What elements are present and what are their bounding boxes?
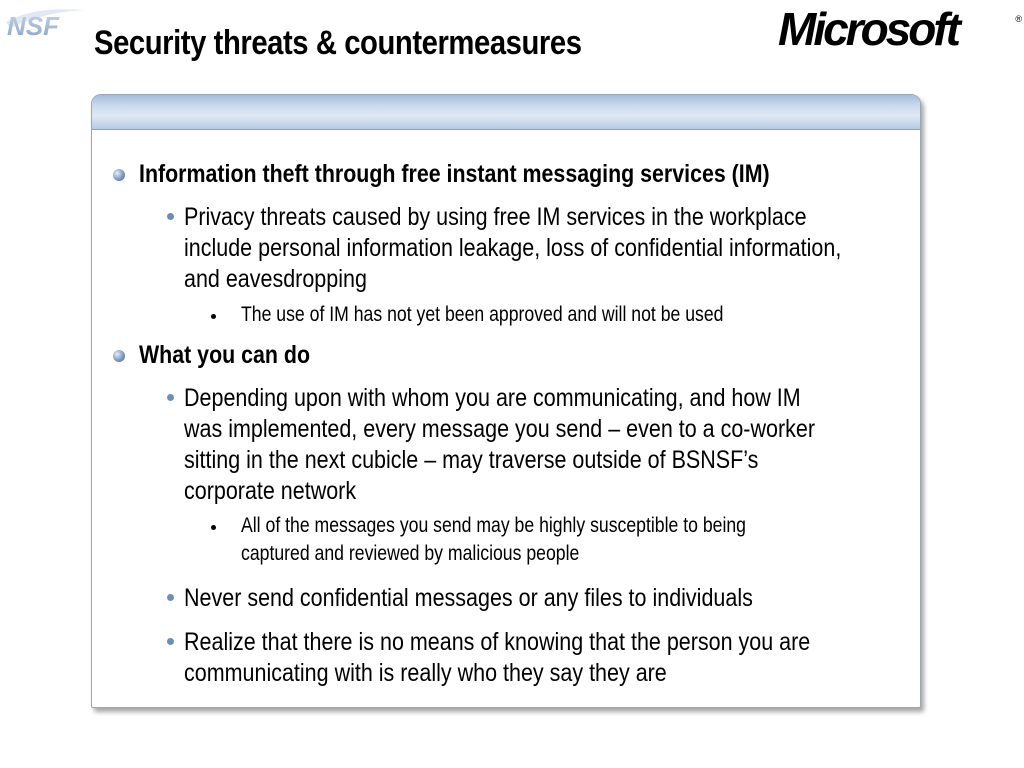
nsf-logo <box>4 4 86 38</box>
text-line: Privacy threats caused by using free IM services in the workplace <box>184 203 807 231</box>
content-panel <box>91 94 921 708</box>
outline-subitem: Never send confidential messages or any files to individuals <box>184 584 753 612</box>
text-line: include personal information leakage, loss of confidential information, <box>184 234 842 262</box>
bullet-level1-icon <box>113 169 125 181</box>
outline-item-heading: What you can do <box>139 341 310 369</box>
registered-mark: ® <box>1015 14 1022 24</box>
bullet-level1-icon <box>113 350 125 362</box>
text-line: was implemented, every message you send – even to a co-worker <box>184 415 815 443</box>
text-line: corporate network <box>184 477 357 505</box>
text-line: communicating with is really who they say they are <box>184 659 667 687</box>
text-line: All of the messages you send may be highly susceptible to being <box>241 514 746 537</box>
outline-subitem <box>184 202 841 295</box>
bullet-level3-icon <box>211 314 216 319</box>
outline-item-heading: Information theft through free instant messaging services (IM) <box>139 160 770 188</box>
outline-detail: The use of IM has not yet been approved and will not be used <box>241 303 724 326</box>
outline-subitem <box>184 627 810 689</box>
bullet-level2-icon <box>167 638 174 645</box>
text-line: sitting in the next cubicle – may traverse outside of BSNSF’s <box>184 446 759 474</box>
text-line: captured and reviewed by malicious people <box>241 542 580 565</box>
text-line: Depending upon with whom you are communicating, and how IM <box>184 384 801 412</box>
text-line: Realize that there is no means of knowing that the person you are <box>184 628 811 656</box>
bullet-level2-icon <box>167 213 174 220</box>
text-line: and eavesdropping <box>184 265 367 293</box>
microsoft-logo-text: Microsoft <box>778 3 958 55</box>
outline-detail <box>241 512 746 568</box>
bullet-level3-icon <box>211 525 216 530</box>
bullet-level2-icon <box>167 594 174 601</box>
nsf-logo-text: NSF <box>7 11 59 38</box>
bullet-level2-icon <box>167 394 174 401</box>
panel-header-bar <box>92 95 920 130</box>
microsoft-logo <box>778 2 1024 55</box>
page-title: Security threats & countermeasures <box>94 24 582 62</box>
outline-subitem <box>184 383 815 507</box>
